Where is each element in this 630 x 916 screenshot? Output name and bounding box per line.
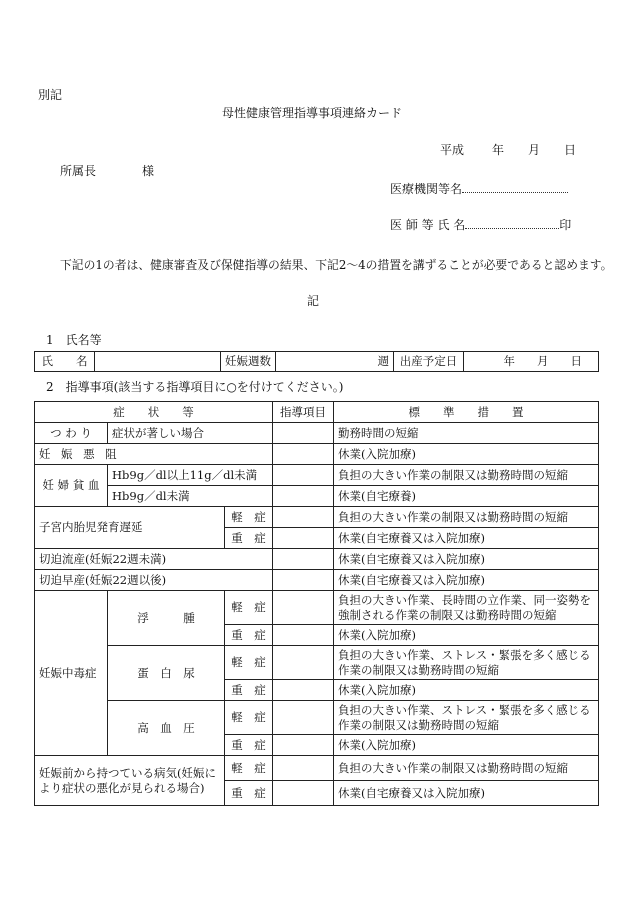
- tsuwari-check-cell[interactable]: [273, 423, 334, 444]
- addressee-line: [60, 162, 154, 179]
- iugr-severe: 重 症: [225, 528, 273, 549]
- statement-text: 下記の1の者は、健康審査及び保健指導の結果、下記2～4の措置を講ずることが必要であると認めます。: [60, 258, 613, 272]
- weeks-field[interactable]: [276, 352, 394, 372]
- edema-measure-2: 休業(入院加療): [334, 625, 599, 646]
- anemia-check-cell-2[interactable]: [273, 486, 334, 507]
- osoaku-measure: 休業(入院加療): [334, 444, 599, 465]
- hypertension-measure-1: 負担の大きい作業、ストレス・緊張を多く感じる作業の制限又は勤務時間の短縮: [334, 701, 599, 735]
- honorific-sama: 様: [142, 164, 155, 178]
- guidance-table: [34, 401, 599, 806]
- seal-mark: 印: [559, 218, 572, 232]
- proteinuria-label: 蛋 白 尿: [108, 646, 225, 701]
- threatened-abortion-label: 切迫流産(妊娠22週未満): [35, 549, 273, 570]
- col-item-header: 指導項目: [273, 402, 334, 423]
- date-year-unit: 年: [492, 143, 505, 157]
- addressee-label: 所属長: [60, 164, 97, 178]
- section2-heading: 2 指導事項(該当する指導項目に○を付けてください。): [46, 380, 344, 394]
- date-month-unit: 月: [528, 143, 541, 157]
- section1-heading: 1 氏名等: [46, 333, 102, 347]
- anemia-condition-2: Hb9g／dl未満: [108, 486, 273, 507]
- card-title: 母性健康管理指導事項連絡カード: [222, 106, 403, 120]
- edema-check-cell-2[interactable]: [273, 625, 334, 646]
- iugr-measure-1: 負担の大きい作業の制限又は勤務時間の短縮: [334, 507, 599, 528]
- due-day-unit: 日: [570, 354, 582, 368]
- col-measures-header: 標 準 措 置: [334, 402, 599, 423]
- doctor-line: [390, 216, 571, 233]
- anemia-condition-1: Hb9g／dl以上11g／dl未満: [108, 465, 273, 486]
- hypertension-label: 高 血 圧: [108, 701, 225, 756]
- anemia-measure-1: 負担の大きい作業の制限又は勤務時間の短縮: [334, 465, 599, 486]
- weeks-label: 妊娠週数: [221, 352, 276, 372]
- weeks-unit: 週: [377, 354, 389, 368]
- toxemia-label: 妊娠中毒症: [35, 591, 108, 756]
- due-year-unit: 年: [503, 354, 515, 368]
- proteinuria-mild: 軽 症: [225, 646, 273, 680]
- due-month-unit: 月: [537, 354, 549, 368]
- iugr-mild: 軽 症: [225, 507, 273, 528]
- preexisting-check-cell-2[interactable]: [273, 781, 334, 806]
- proteinuria-measure-1: 負担の大きい作業、ストレス・緊張を多く感じる作業の制限又は勤務時間の短縮: [334, 646, 599, 680]
- iugr-check-cell-1[interactable]: [273, 507, 334, 528]
- hypertension-measure-2: 休業(入院加療): [334, 735, 599, 756]
- tsuwari-measure: 勤務時間の短縮: [334, 423, 599, 444]
- threatened-abortion-check-cell[interactable]: [273, 549, 334, 570]
- doctor-name-blank[interactable]: [465, 216, 559, 229]
- due-date-label: 出産予定日: [394, 352, 464, 372]
- hypertension-mild: 軽 症: [225, 701, 273, 735]
- edema-severe: 重 症: [225, 625, 273, 646]
- date-line: [440, 141, 576, 158]
- personal-info-table: [34, 351, 599, 372]
- hypertension-check-cell-2[interactable]: [273, 735, 334, 756]
- iugr-label: 子宮内胎児発育遅延: [35, 507, 225, 549]
- proteinuria-check-cell-2[interactable]: [273, 680, 334, 701]
- iugr-check-cell-2[interactable]: [273, 528, 334, 549]
- proteinuria-severe: 重 症: [225, 680, 273, 701]
- osoaku-label: 妊 娠 悪 阻: [35, 444, 273, 465]
- preexisting-mild: 軽 症: [225, 756, 273, 781]
- medical-institution-label: 医療機関等名: [390, 182, 463, 196]
- annex-label: 別記: [38, 88, 63, 102]
- hypertension-check-cell-1[interactable]: [273, 701, 334, 735]
- due-date-field[interactable]: [464, 352, 599, 372]
- edema-measure-1: 負担の大きい作業、長時間の立作業、同一姿勢を強制される作業の制限又は勤務時間の短縮: [334, 591, 599, 625]
- col-symptoms-header: 症 状 等: [35, 402, 273, 423]
- preexisting-severe: 重 症: [225, 781, 273, 806]
- date-era: 平成: [440, 143, 465, 157]
- name-field[interactable]: [95, 352, 221, 372]
- preterm-measure: 休業(自宅療養又は入院加療): [334, 570, 599, 591]
- preexisting-measure-1: 負担の大きい作業の制限又は勤務時間の短縮: [334, 756, 599, 781]
- iugr-measure-2: 休業(自宅療養又は入院加療): [334, 528, 599, 549]
- threatened-abortion-measure: 休業(自宅療養又は入院加療): [334, 549, 599, 570]
- tsuwari-label: つ わ り: [35, 423, 108, 444]
- anemia-label: 妊 婦 貧 血: [35, 465, 108, 507]
- proteinuria-check-cell-1[interactable]: [273, 646, 334, 680]
- edema-label: 浮 腫: [108, 591, 225, 646]
- name-label: 氏 名: [35, 352, 95, 372]
- proteinuria-measure-2: 休業(入院加療): [334, 680, 599, 701]
- preexisting-measure-2: 休業(自宅療養又は入院加療): [334, 781, 599, 806]
- anemia-measure-2: 休業(自宅療養): [334, 486, 599, 507]
- edema-check-cell-1[interactable]: [273, 591, 334, 625]
- anemia-check-cell-1[interactable]: [273, 465, 334, 486]
- medical-institution-line: [390, 180, 568, 197]
- preterm-check-cell[interactable]: [273, 570, 334, 591]
- edema-mild: 軽 症: [225, 591, 273, 625]
- preterm-label: 切迫早産(妊娠22週以後): [35, 570, 273, 591]
- date-day-unit: 日: [564, 143, 577, 157]
- preexisting-label: 妊娠前から持つている病気(妊娠により症状の悪化が見られる場合): [35, 756, 225, 806]
- medical-institution-blank[interactable]: [462, 180, 568, 193]
- hypertension-severe: 重 症: [225, 735, 273, 756]
- doctor-label: 医 師 等 氏 名: [390, 218, 466, 232]
- osoaku-check-cell[interactable]: [273, 444, 334, 465]
- preexisting-check-cell-1[interactable]: [273, 756, 334, 781]
- ki-label: 記: [307, 294, 320, 308]
- tsuwari-condition: 症状が著しい場合: [108, 423, 273, 444]
